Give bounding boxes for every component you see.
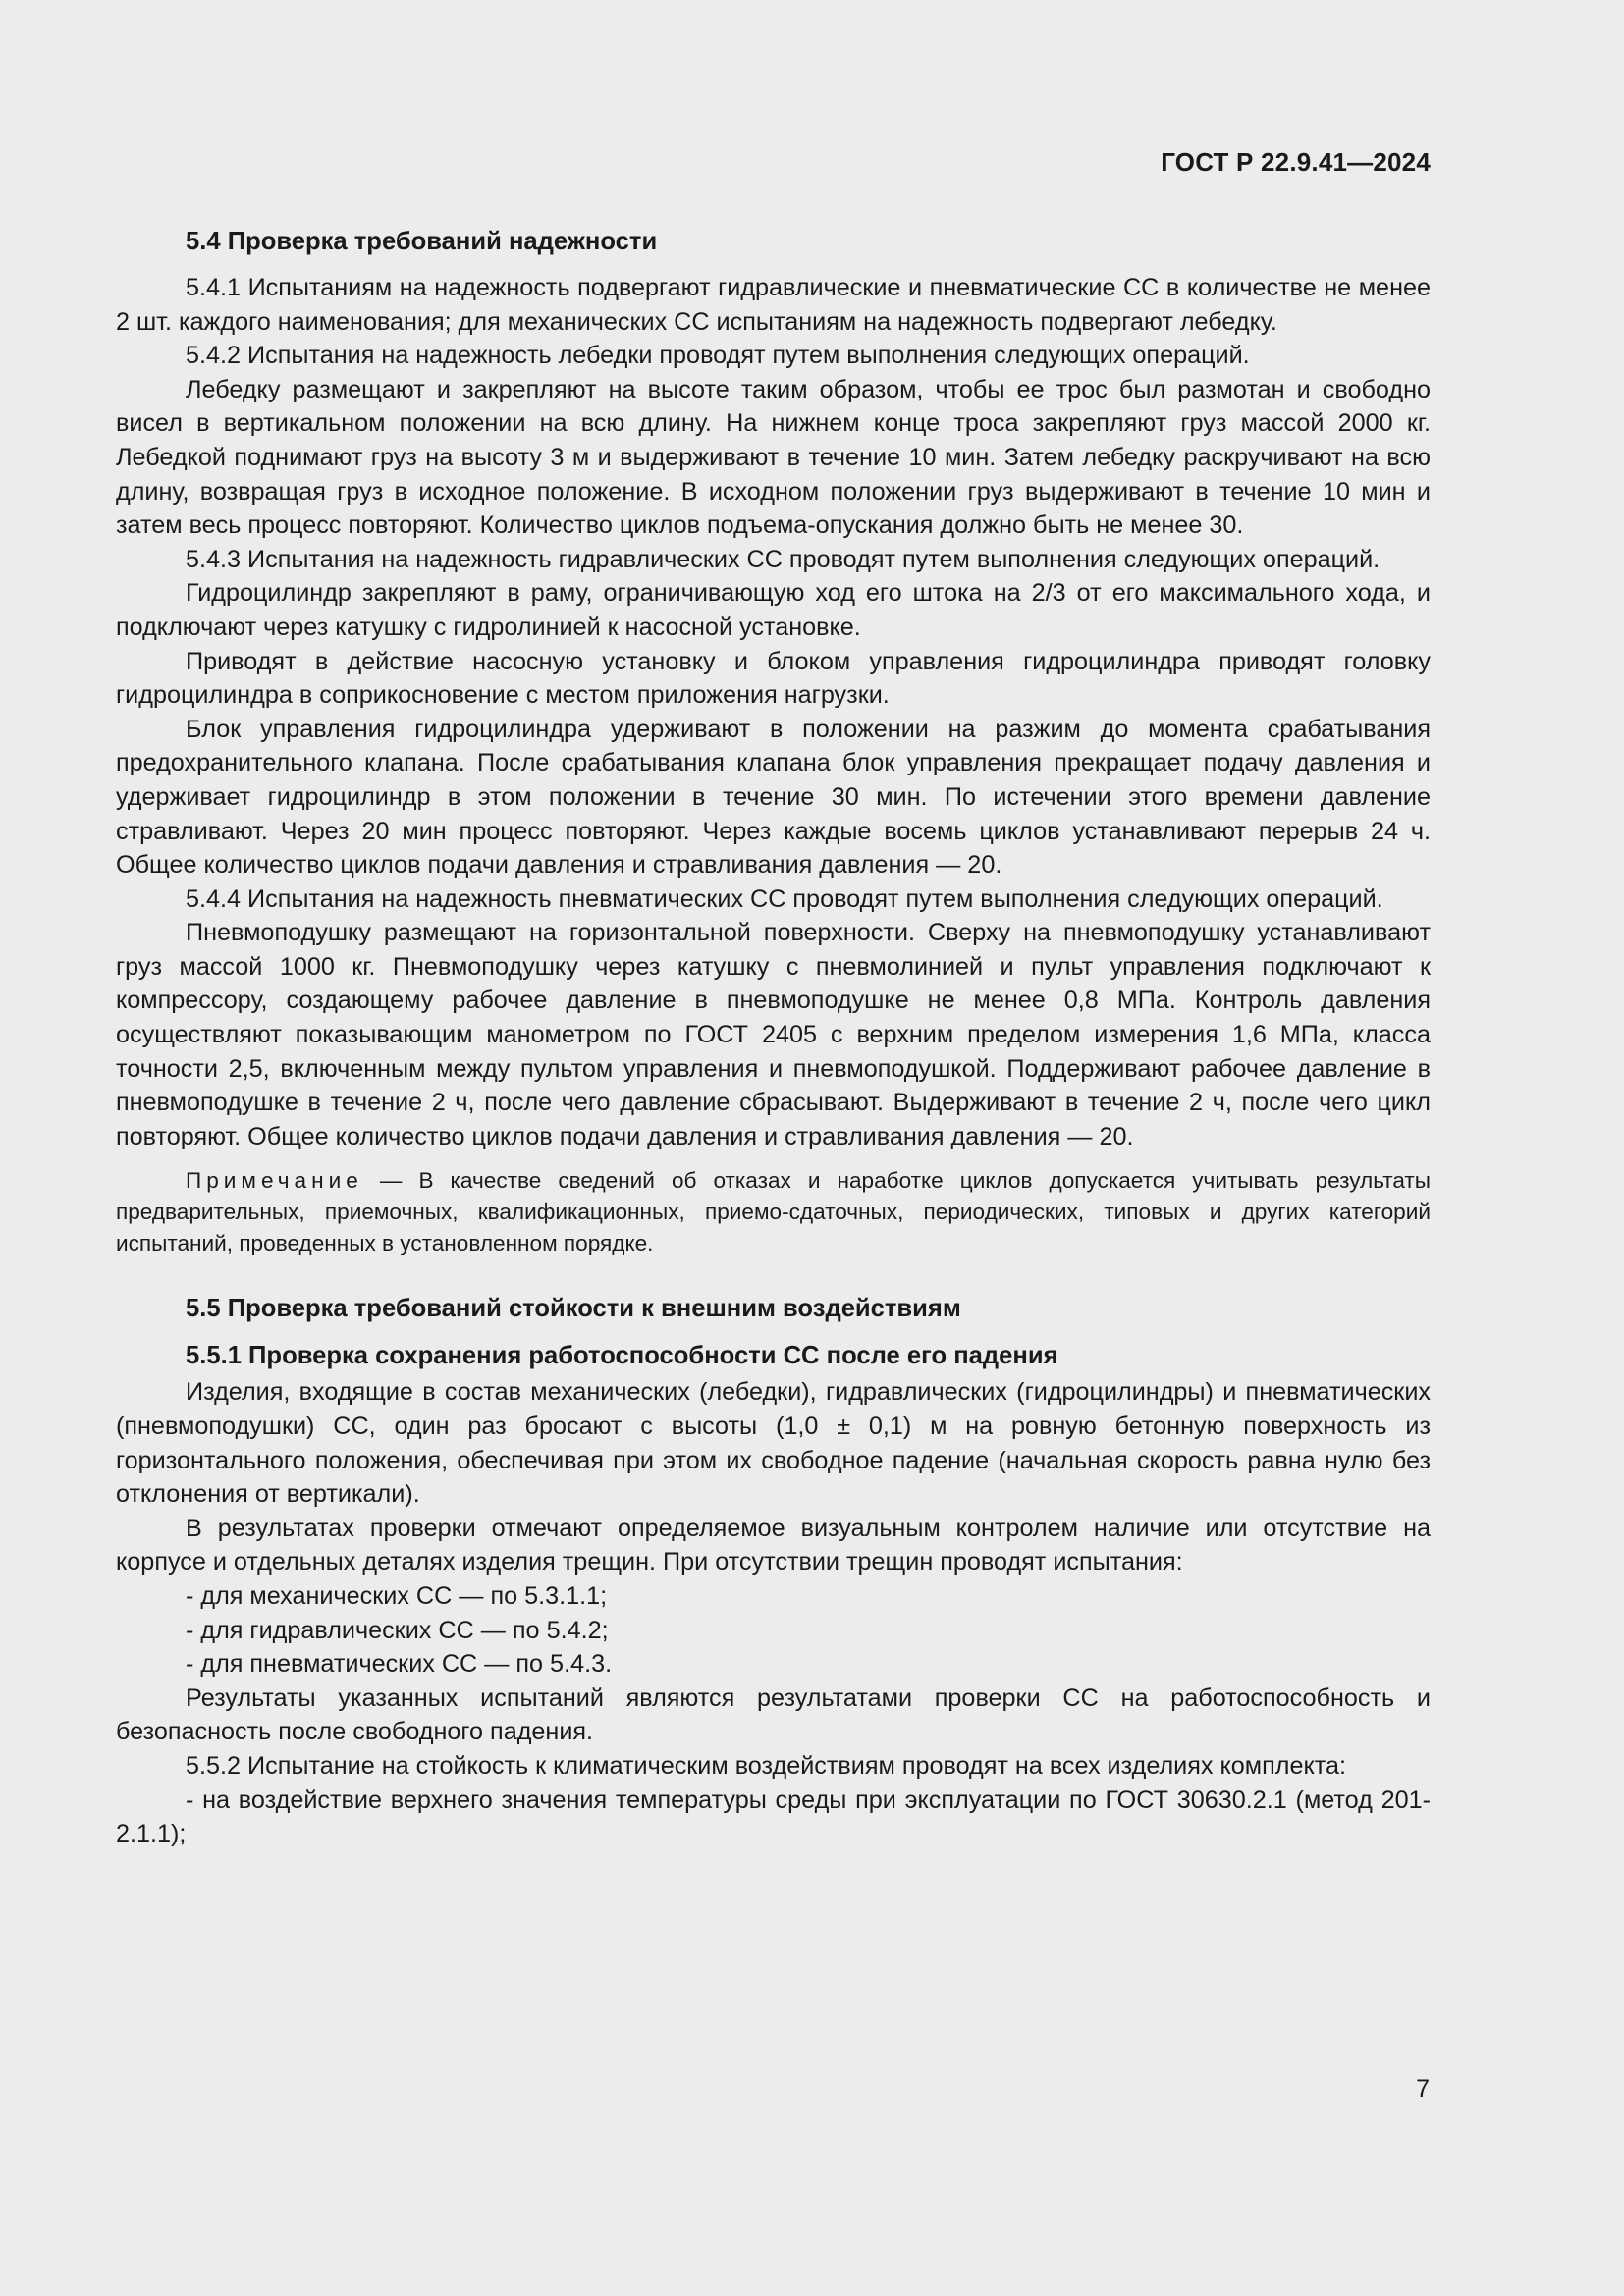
- paragraph-conclusion: Результаты указанных испытаний являются результатами проверки СС на работоспособность и безопасность после свободного падения.: [116, 1683, 1431, 1746]
- note-text: — В качестве сведений об отказах и наработке циклов допускается учитывать результаты предварительных, приемочных, квалификационных, приемо-сдаточных, периодических, типовых и других категорий испытаний, проведенных в установленном порядке.: [116, 1168, 1431, 1256]
- page-content: [116, 224, 1431, 1851]
- list-item: - для гидравлических СС — по 5.4.2;: [186, 1616, 609, 1644]
- paragraph-5-5-2: 5.5.2 Испытание на стойкость к климатическим воздействиям проводят на всех изделиях комплекта:: [186, 1751, 1347, 1780]
- paragraph-air-cushion: Пневмоподушку размещают на горизонтальной поверхности. Сверху на пневмоподушку устанавливают груз массой 1000 кг. Пневмоподушку через катушку с пневмолинией и пульт управления подключают к компрессору, создающему рабочее давление в пневмоподушке не менее 0,8 МПа. Контроль давления осуществляют показывающим манометром по ГОСТ 2405 с верхним пределом измерения 1,6 МПа, класса точности 2,5, включенным между пультом управления и пневмоподушкой. Поддерживают рабочее давление в пневмоподушке в течение 2 ч, после чего давление сбрасывают. Выдерживают в течение 2 ч, после чего цикл повторяют. Общее количество циклов подачи давления и стравливания давления — 20.: [116, 919, 1431, 1150]
- paragraph-5-4-4: 5.4.4 Испытания на надежность пневматических СС проводят путем выполнения следующих операций.: [186, 884, 1383, 913]
- note: [116, 1165, 1431, 1259]
- paragraph-5-4-3: 5.4.3 Испытания на надежность гидравлических СС проводят путем выполнения следующих операций.: [186, 545, 1380, 573]
- paragraph-temperature: - на воздействие верхнего значения температуры среды при эксплуатации по ГОСТ 30630.2.1 (метод 201-2.1.1);: [116, 1786, 1431, 1848]
- paragraph-5-4-2: 5.4.2 Испытания на надежность лебедки проводят путем выполнения следующих операций.: [186, 342, 1250, 370]
- list-item: - для механических СС — по 5.3.1.1;: [186, 1582, 608, 1610]
- paragraph-winch-test: Лебедку размещают и закрепляют на высоте таким образом, чтобы ее трос был размотан и свободно висел в вертикальном положении на всю длину. На нижнем конце троса закрепляют груз массой 2000 кг. Лебедкой поднимают груз на высоту 3 м и выдерживают в течение 10 мин. Затем лебедку раскручивают на всю длину, возвращая груз в исходное положение. В исходном положении груз выдерживают в течение 10 мин и затем весь процесс повторяют. Количество циклов подъема-опускания должно быть не менее 30.: [116, 375, 1431, 540]
- paragraph-5-4-1: 5.4.1 Испытаниям на надежность подвергают гидравлические и пневматические СС в количестве не менее 2 шт. каждого наименования; для механических СС испытаниям на надежность подвергают лебедку.: [116, 274, 1431, 336]
- subsection-heading-5-5-1: 5.5.1 Проверка сохранения работоспособности СС после его падения: [186, 1342, 1058, 1370]
- paragraph-cylinder-mount: Гидроцилиндр закрепляют в раму, ограничивающую ход его штока на 2/3 от его максимального хода, и подключают через катушку с гидролинией к насосной установке.: [116, 579, 1431, 641]
- list-item: - для пневматических СС — по 5.4.3.: [186, 1650, 613, 1679]
- paragraph-check-results: В результатах проверки отмечают определяемое визуальным контролем наличие или отсутствие на корпусе и отдельных деталях изделия трещин. При отсутствии трещин проводят испытания:: [116, 1514, 1431, 1576]
- page-number: 7: [1416, 2075, 1430, 2103]
- paragraph-pump: Приводят в действие насосную установку и блоком управления гидроцилиндра приводят головку гидроцилиндра в соприкосновение с местом приложения нагрузки.: [116, 647, 1431, 710]
- document-code: ГОСТ Р 22.9.41—2024: [1161, 147, 1431, 177]
- paragraph-control-block: Блок управления гидроцилиндра удерживают в положении на разжим до момента срабатывания предохранительного клапана. После срабатывания клапана блок управления прекращает подачу давления и удерживает гидроцилиндр в этом положении в течение 30 мин. По истечении этого времени давление стравливают. Через 20 мин процесс повторяют. Через каждые восемь циклов устанавливают перерыв 24 ч. Общее количество циклов подачи давления и стравливания давления — 20.: [116, 715, 1431, 880]
- paragraph-drop-test: Изделия, входящие в состав механических (лебедки), гидравлических (гидроцилиндры) и пневматических (пневмоподушки) СС, один раз бросают с высоты (1,0 ± 0,1) м на ровную бетонную поверхность из горизонтального положения, обеспечивая при этом их свободное падение (начальная скорость равна нулю без отклонения от вертикали).: [116, 1378, 1431, 1509]
- note-label: Примечание: [186, 1168, 363, 1194]
- section-heading-5-4: 5.4 Проверка требований надежности: [186, 228, 658, 255]
- section-heading-5-5: 5.5 Проверка требований стойкости к внешним воздействиям: [186, 1295, 961, 1323]
